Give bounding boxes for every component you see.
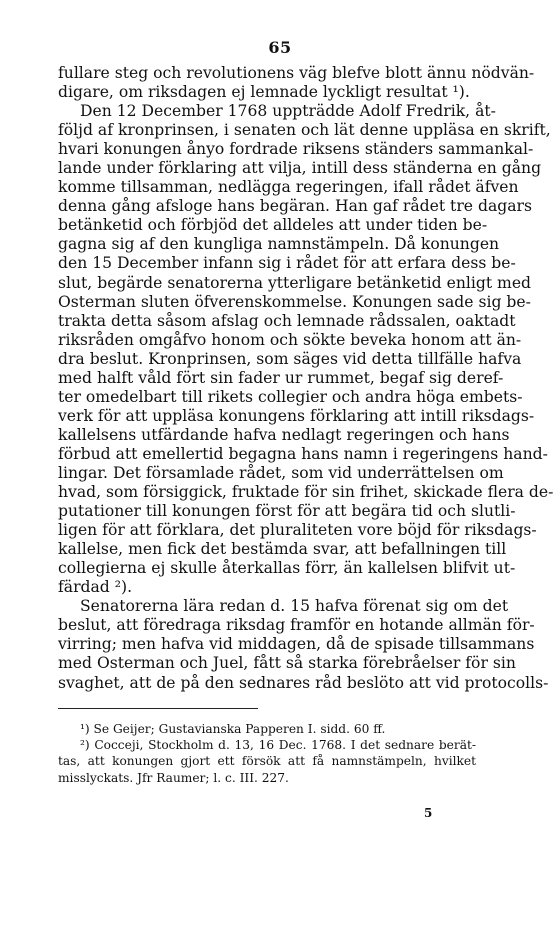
text-line: ligen för att förklara, det pluraliteten vore böjd för riksdags-	[58, 521, 537, 540]
text-line: lingar. Det församlade rådet, som vid underrättelsen om	[58, 463, 504, 482]
text-line: förbud att emellertid begagna hans namn i regeringens hand-	[58, 444, 548, 463]
text-line: virring; men hafva vid middagen, då de spisade tillsammans	[58, 635, 535, 654]
page-number: 65	[268, 38, 292, 57]
text-line: färdad ²).	[58, 578, 133, 597]
text-line: beslut, att föredraga riksdag framför en hotande allmän för-	[58, 616, 535, 635]
text-line: verk för att uppläsa konungens förklaring att intill riksdags-	[58, 406, 535, 425]
text-line: denna gång afsloge hans begäran. Han gaf rådet tre dagars	[58, 197, 532, 216]
text-line: putationer till konungen först för att begära tid och slutli-	[58, 502, 516, 521]
text-line: svaghet, att de på den sednares råd beslöto att vid protocolls-	[58, 673, 549, 692]
text-line: Senatorerna lära redan d. 15 hafva förenat sig om det	[80, 597, 509, 616]
text-line: lande under förklaring att vilja, intill dess ständerna en gång	[58, 159, 542, 178]
text-line: kallelsens utfärdande hafva nedlagt regeringen och hans	[58, 425, 510, 444]
text-line: digare, om riksdagen ej lemnade lyckligt resultat ¹).	[58, 83, 470, 102]
text-line: Osterman sluten öfverenskommelse. Konungen sade sig be-	[58, 292, 531, 311]
text-line: gagna sig af den kungliga namnstämpeln. Då konungen	[58, 235, 500, 254]
text-line: den 15 December infann sig i rådet för att erfara dess be-	[58, 254, 516, 273]
footnote-divider	[58, 708, 258, 709]
printer-signature-mark: 5	[424, 806, 433, 820]
footnote: ²) Cocceji, Stockholm d. 13, 16 Dec. 1768. I det sednare berät-	[80, 738, 476, 753]
text-line: följd af kronprinsen, i senaten och lät denne uppläsa en skrift,	[58, 121, 551, 140]
text-line: hvad, som försiggick, fruktade för sin frihet, skickade flera de-	[58, 483, 554, 502]
text-line: med Osterman och Juel, fått så starka förebråelser för sin	[58, 654, 516, 673]
text-line: betänketid och förbjöd det alldeles att under tiden be-	[58, 216, 488, 235]
text-line: slut, begärde senatorerna ytterligare betänketid enligt med	[58, 273, 532, 292]
text-line: dra beslut. Kronprinsen, som säges vid detta tillfälle hafva	[58, 349, 522, 368]
body-text	[58, 64, 554, 693]
footnote: ¹) Se Geijer; Gustavianska Papperen I. sidd. 60 ff.	[80, 722, 386, 736]
footnote: tas, att konungen gjort ett försök att få namnstämpeln, hvilket	[58, 754, 476, 769]
text-line: riksråden omgåfvo honom och sökte beveka honom att än-	[58, 330, 522, 349]
text-line: med halft våld fört sin fader ur rummet, begaf sig deref-	[58, 368, 504, 387]
text-line: hvari konungen ånyo fordrade riksens ständers sammankal-	[58, 140, 534, 159]
text-line: kallelse, men fick det bestämda svar, att befallningen till	[58, 540, 507, 559]
footnotes	[58, 722, 476, 787]
text-line: Den 12 December 1768 uppträdde Adolf Fredrik, åt-	[80, 102, 496, 121]
text-line: trakta detta såsom afslag och lemnade rådssalen, oaktadt	[58, 311, 516, 330]
text-line: collegierna ej skulle återkallas förr, än kallelsen blifvit ut-	[58, 559, 516, 578]
text-line: ter omedelbart till rikets collegier och andra höga embets-	[58, 387, 523, 406]
text-line: komme tillsamman, nedlägga regeringen, ifall rådet äfven	[58, 178, 519, 197]
footnote: misslyckats. Jfr Raumer; l. c. III. 227.	[58, 770, 289, 785]
text-line: fullare steg och revolutionens väg blefve blott ännu nödvän-	[58, 64, 535, 82]
